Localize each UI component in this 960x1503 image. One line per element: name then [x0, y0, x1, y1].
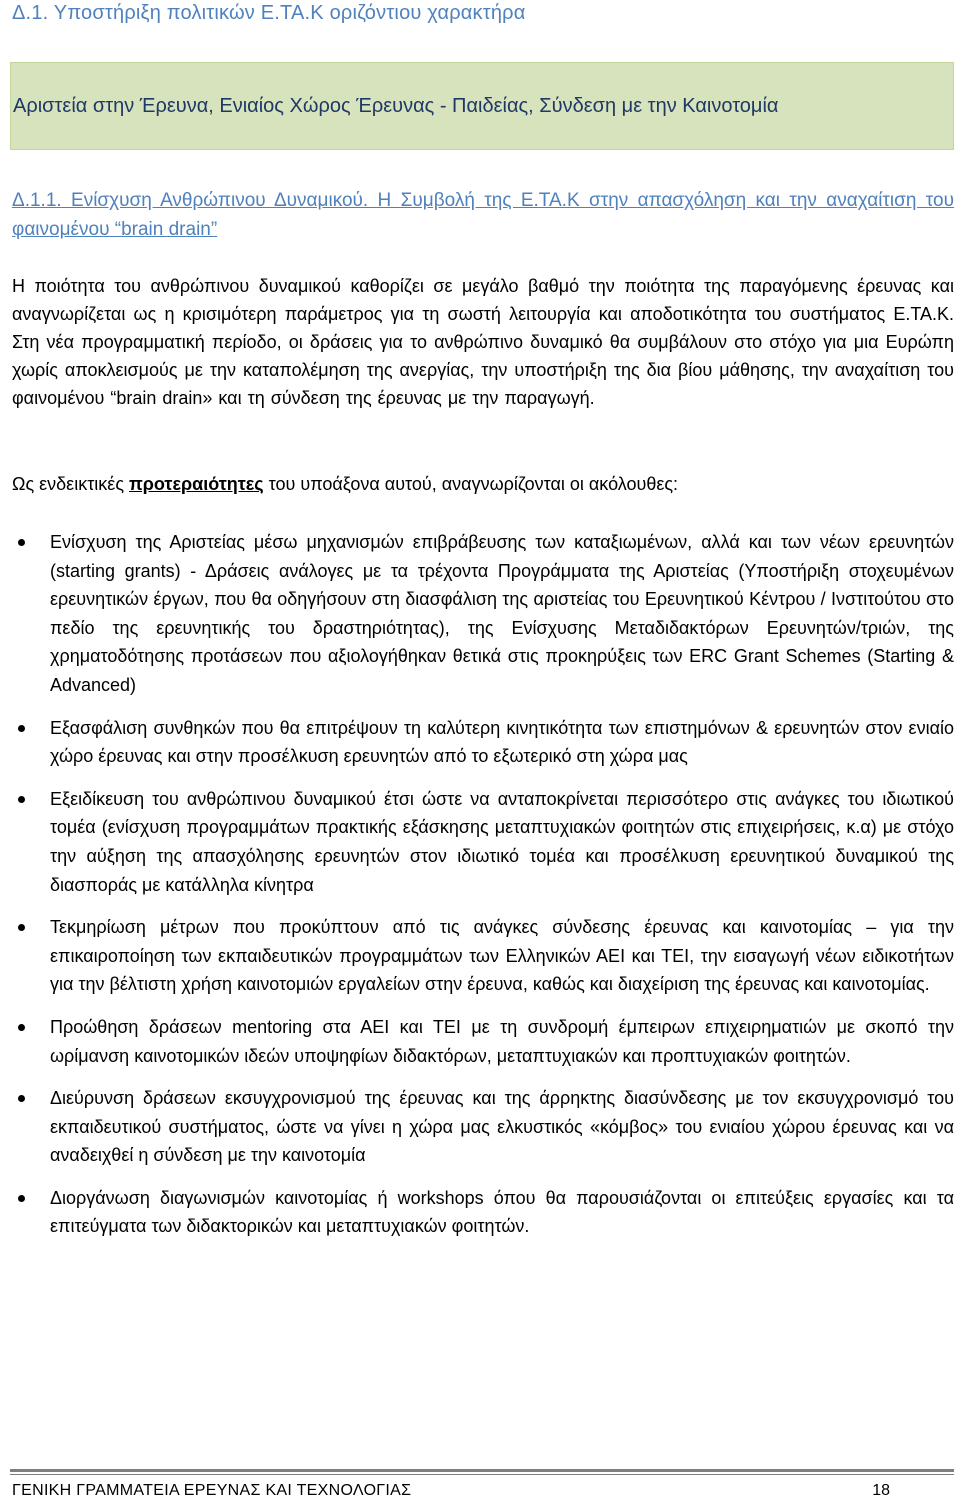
list-item	[12, 1184, 954, 1241]
section-heading: Δ.1. Υποστήριξη πολιτικών Ε.ΤΑ.Κ οριζόντιου χαρακτήρα	[12, 2, 526, 24]
bullet-icon	[18, 539, 25, 546]
list-item-text: Διεύρυνση δράσεων εκσυγχρονισμού της έρευνας και της άρρηκτης διασύνδεσης με τον εκσυγχρονισμό του εκπαιδευτικού συστήματος, ώστε να γίνει η χώρα μας ελκυστικός «κόμβος» του ενιαίου χώρου έρευνας και να αναδειχθεί η σύνδεση με την καινοτομία	[50, 1088, 954, 1166]
list-item-text: Διοργάνωση διαγωνισμών καινοτομίας ή workshops όπου θα παρουσιάζονται οι επιτεύξεις εργασίες και τα επιτεύγματα των διδακτορικών και μεταπτυχιακών φοιτητών.	[50, 1187, 954, 1237]
intro-text-before: Ως ενδεικτικές	[12, 474, 130, 494]
list-item	[12, 528, 954, 700]
footer-divider	[10, 1469, 954, 1472]
bullet-icon	[18, 924, 25, 931]
subsection-number: Δ.1.1.	[12, 190, 62, 211]
list-item-text: Εξασφάλιση συνθηκών που θα επιτρέψουν τη καλύτερη κινητικότητα των επιστημόνων & ερευνητών στον ενιαίο χώρο έρευνας και στην προσέλκυση ερευνητών από το εξωτερικό στη χώρα μας	[50, 717, 954, 767]
bullet-icon	[18, 725, 25, 732]
page-number: 18	[872, 1482, 890, 1499]
intro-bold-keyword: προτεραιότητες	[129, 474, 264, 494]
list-item-text: Ενίσχυση της Αριστείας μέσω μηχανισμών επιβράβευσης των καταξιωμένων, αλλά και των νέων ερευνητών (starting grants) - Δράσεις ανάλογες με τα τρέχοντα Προγράμματα της Αριστείας (Υποστήριξη στοχευμένων ερευνητικών έργων, που θα οδηγήσουν στη διασφάλιση της αριστείας του Ερευνητικού Κέντρου / Ινστιτούτου στο πεδίο της ερευνητικής του δραστηριότητας), της Ενίσχυσης Μεταδιδακτόρων Ερευνητών/τριών, της χρηματοδότησης προτάσεων που αξιολογήθηκαν θετικά στις προκηρύξεις των ERC Grant Schemes (Starting & Advanced)	[50, 532, 954, 695]
list-item-text: Προώθηση δράσεων mentoring στα ΑΕΙ και ΤΕΙ με τη συνδρομή έμπειρων επιχειρηματιών με σκοπό την ωρίμανση καινοτομικών ιδεών υποψηφίων διδακτόρων, μεταπτυχιακών και προπτυχιακών φοιτητών.	[50, 1016, 954, 1066]
section-banner	[10, 62, 954, 150]
list-item-text: Εξειδίκευση του ανθρώπινου δυναμικού έτσι ώστε να ανταποκρίνεται περισσότερο στις ανάγκες του ιδιωτικού τομέα (ενίσχυση προγραμμάτων πρακτικής εξάσκησης μεταπτυχιακών φοιτητών στις επιχειρήσεις, κ.α) με στόχο την αύξηση της απασχόλησης ερευνητών στον ιδιωτικό τομέα και προσέλκυση ερευνητικού δυναμικού της διασποράς με κατάλληλα κίνητρα	[50, 788, 954, 895]
bullet-icon	[18, 1095, 25, 1102]
priorities-list	[12, 528, 954, 1255]
banner-title: Αριστεία στην Έρευνα, Ενιαίος Χώρος Έρευνας - Παιδείας, Σύνδεση με την Καινοτομία	[13, 95, 779, 117]
list-item	[12, 714, 954, 771]
bullet-icon	[18, 1195, 25, 1202]
subsection-title: Ενίσχυση Ανθρώπινου Δυναμικού. Η Συμβολή της Ε.ΤΑ.Κ στην απασχόληση και την αναχαίτιση του φαινομένου “brain drain”	[12, 190, 954, 240]
footer-organization: ΓΕΝΙΚΗ ΓΡΑΜΜΑΤΕΙΑ ΕΡΕΥΝΑΣ ΚΑΙ ΤΕΧΝΟΛΟΓΙΑΣ	[12, 1482, 412, 1499]
footer-divider-thin	[10, 1474, 954, 1475]
bullet-icon	[18, 1024, 25, 1031]
list-item-text: Τεκμηρίωση μέτρων που προκύπτουν από τις ανάγκες σύνδεσης έρευνας και καινοτομίας – για την επικαιροποίηση των εκπαιδευτικών προγραμμάτων των Ελληνικών ΑΕΙ και ΤΕΙ, την εισαγωγή νέων ειδικοτήτων για την βέλτιστη χρήση καινοτομιών εργαλείων στην έρευνα, καθώς και διαχείριση της έρευνας και καινοτομίας.	[50, 917, 954, 995]
list-item	[12, 1084, 954, 1170]
intro-text-after: του υποάξονα αυτού, αναγνωρίζονται οι ακόλουθες:	[263, 474, 679, 494]
list-item	[12, 913, 954, 999]
priorities-intro	[12, 470, 954, 498]
body-paragraph: Η ποιότητα του ανθρώπινου δυναμικού καθορίζει σε μεγάλο βαθμό την ποιότητα της παραγόμενης έρευνας και αναγνωρίζεται ως η κρισιμότερη παράμετρος για τη σωστή λειτουργία και αποδοτικότητα του συστήματος Ε.ΤΑ.Κ. Στη νέα προγραμματική περίοδο, οι δράσεις για το ανθρώπινο δυναμικό θα συμβάλουν στο στόχο για μια Ευρώπη χωρίς αποκλεισμούς με την καταπολέμηση της ανεργίας, την υποστήριξη της δια βίου μάθησης, την αναχαίτιση του φαινομένου “brain drain» και τη σύνδεση της έρευνας με την παραγωγή.	[12, 276, 954, 408]
bullet-icon	[18, 796, 25, 803]
list-item	[12, 1013, 954, 1070]
list-item	[12, 785, 954, 899]
subsection-heading	[12, 186, 954, 244]
